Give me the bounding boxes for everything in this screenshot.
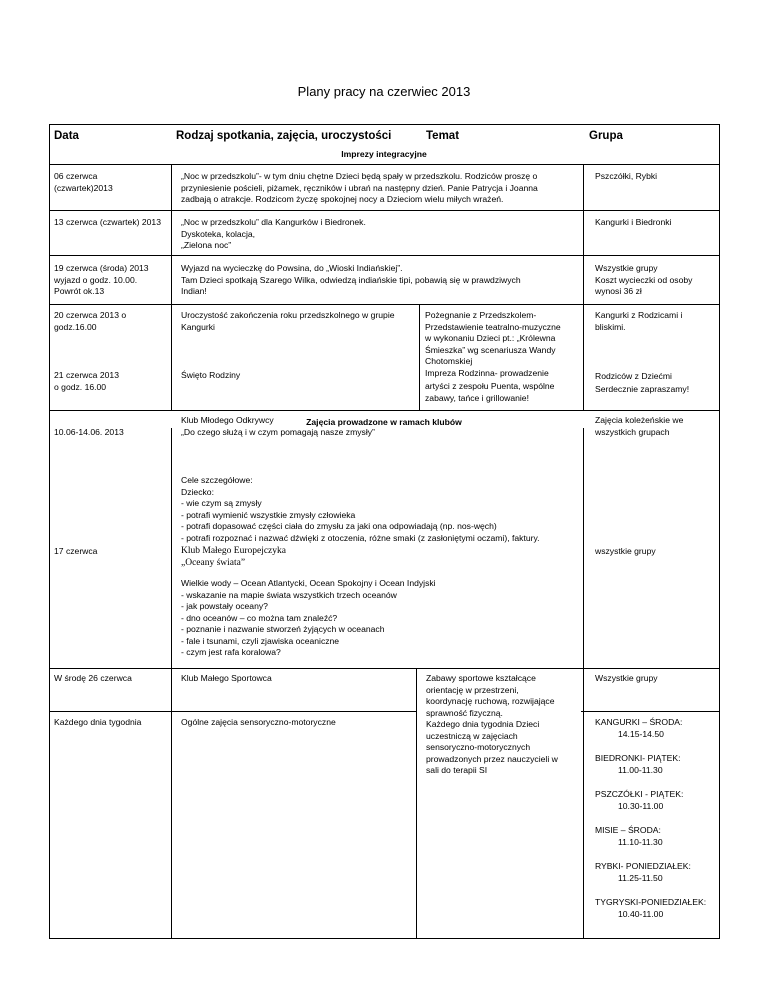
row2-group: Kangurki i Biedronki [595, 217, 672, 227]
row5-group: Rodziców z Dziećmi Serdecznie zapraszamy! [595, 371, 690, 394]
page-title: Plany pracy na czerwiec 2013 [297, 84, 471, 99]
row3-group: Wszystkie grupy Koszt wycieczki od osoby wynosi 36 zł [595, 263, 693, 296]
row6-goals: Cele szczegółowe: Dziecko: - wie czym są zmysły - potrafi wymienić wszystkie zmysły człowieka - potrafi dopasować części ciała do zmysłu za jaki ona odpowiadają (np. nos-węch) - potrafi rozpoznać i nazwać dźwięki z otoczenia, różne smaki (z zasłoniętymi oczami), faktury. [181, 475, 540, 543]
row7-group: Wszystkie grupy [595, 673, 658, 683]
schedule-misie: MISIE – ŚRODA: 11.10-11.30 [595, 825, 663, 847]
header-data: Data [54, 130, 79, 142]
schedule-kangurki: KANGURKI – ŚRODA: 14.15-14.50 [595, 717, 683, 739]
row7-topic: Zabawy sportowe kształcące orientację w przestrzeni, koordynację ruchową, rozwijające sprawność fizyczną. [426, 673, 555, 718]
row4-desc: Uroczystość zakończenia roku przedszkolnego w grupie Kangurki [181, 310, 395, 332]
row5-desc: Święto Rodziny [181, 370, 241, 380]
row6-group2: wszystkie grupy [595, 546, 656, 556]
row6-oceans: Wielkie wody – Ocean Atlantycki, Ocean Spokojny i Ocean Indyjski - wskazanie na mapie świata wszystkich trzech oceanów - jak powstały oceany? - dno oceanów – co można tam znaleźć? - poznanie i nazwanie stworzeń żyjących w oceanach - fale i tsunami, czyli zjawiska oceaniczne - czym jest rafa koralowa? [181, 578, 436, 657]
row2-desc: „Noc w przedszkolu” dla Kangurków i Biedronek. Dyskoteka, kolacja, „Zielona noc” [181, 217, 366, 250]
row8-schedule [595, 717, 706, 920]
row2-date: 13 czerwca (czwartek) 2013 [54, 217, 161, 227]
row4-group: Kangurki z Rodzicami i bliskimi. [595, 310, 683, 332]
row6-group1: Zajęcia koleżeńskie we wszystkich grupach [595, 415, 684, 437]
schedule-rybki: RYBKI- PONIEDZIAŁEK: 11.25-11.50 [595, 861, 691, 883]
row3-desc: Wyjazd na wycieczkę do Powsina, do „Wioski Indiańskiej”. Tam Dzieci spotkają Szarego Wilka, odwiedzą indiańskie tipi, pobawią się w prawdziwych Indian! [181, 263, 521, 296]
row1-group: Pszczółki, Rybki [595, 171, 658, 181]
row1-desc: „Noc w przedszkolu”- w tym dniu chętne Dzieci będą spały w przedszkolu. Rodziców proszę o przyniesienie pościeli, piżamek, ręczników i ubrań na następny dzień. Panie Patrycja i Joanna zadbają o atrakcje. Rodzicom życzę spokojnej nocy a Dzieciom wielu miłych wrażeń. [181, 171, 538, 204]
schedule-biedronki: BIEDRONKI- PIĄTEK: 11.00-11.30 [595, 753, 681, 775]
header-temat: Temat [426, 130, 460, 142]
row4-topic: Pożegnanie z Przedszkolem- Przedstawienie teatralno-muzyczne w wykonaniu Dzieci pt.: „Królewna Śmieszka” wg scenariusza Wandy Chotomskiej [425, 310, 561, 366]
row8-date: Każdego dnia tygodnia [54, 717, 142, 727]
header-rodzaj: Rodzaj spotkania, zajęcia, uroczystości [176, 130, 392, 142]
header-grupa: Grupa [589, 130, 623, 142]
row8-desc: Ogólne zajęcia sensoryczno-motoryczne [181, 717, 336, 727]
section-kluby: Zajęcia prowadzone w ramach klubów [306, 417, 462, 427]
row7-date: W środę 26 czerwca [54, 673, 132, 683]
row3-date: 19 czerwca (środa) 2013 wyjazd o godz. 10.00. Powrót ok.13 [54, 263, 149, 296]
row1-date: 06 czerwca (czwartek)2013 [54, 171, 113, 193]
row6-club1: Klub Młodego Odkrywcy „Do czego służą i w czym pomagają nasze zmysły” [181, 415, 375, 437]
row6-date1: 10.06-14.06. 2013 [54, 427, 124, 437]
section-imprezy: Imprezy integracyjne [341, 149, 427, 159]
row6-date2: 17 czerwca [54, 546, 98, 556]
row4-date: 20 czerwca 2013 o godz.16.00 [54, 310, 127, 332]
schedule-pszczolki: PSZCZÓŁKI - PIĄTEK: 10.30-11.00 [595, 789, 684, 811]
row6-club2: Klub Małego Europejczyka „Oceany świata” [181, 546, 286, 568]
row7-desc: Klub Małego Sportowca [181, 673, 272, 683]
row8-topic: Każdego dnia tygodnia Dzieci uczestniczą w zajęciach sensoryczno-motorycznych prowadzonych przez nauczycieli w sali do terapii SI [426, 719, 558, 775]
row5-topic: Impreza Rodzinna- prowadzenie artyści z zespołu Puenta, wspólne zabawy, tańce i grillowanie! [425, 368, 555, 403]
row5-date: 21 czerwca 2013 o godz. 16.00 [54, 370, 119, 392]
schedule-tygryski: TYGRYSKI-PONIEDZIAŁEK: 10.40-11.00 [595, 897, 707, 919]
